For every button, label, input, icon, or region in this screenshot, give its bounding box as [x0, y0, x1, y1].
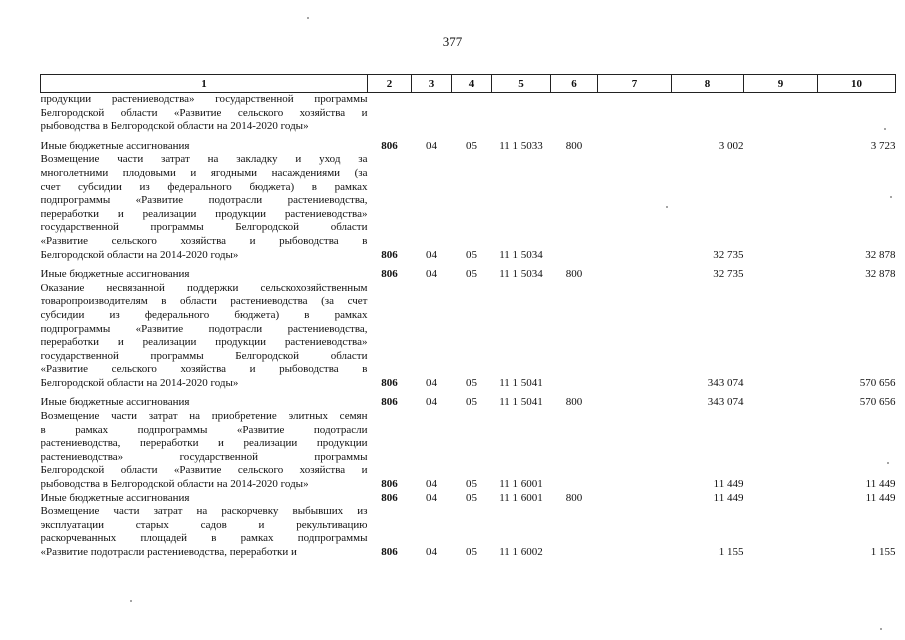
description-line: Белгородской области на 2014-2020 годы»	[40, 248, 239, 261]
cell-col-5: 11 1 5041	[499, 376, 543, 389]
cell-col-7	[598, 153, 672, 262]
cell-col-8: 343 074	[707, 396, 744, 409]
cell-col-3: 04	[426, 268, 437, 281]
description-line: Возмещение части затрат на закладку и уход за	[40, 153, 368, 166]
cell-col-4: 05	[466, 268, 477, 281]
cell-col-6	[551, 410, 598, 492]
cell-col-10: 570 656	[859, 396, 896, 409]
row-description	[41, 153, 368, 262]
description-line: эксплуатации старых садов и рекультивацию	[40, 518, 368, 531]
cell-col-8: 1 155	[718, 546, 744, 558]
cell-col-3: 04	[426, 478, 437, 491]
description-line: рыбоводства в Белгородской области на 2014-2020 годы»	[40, 478, 309, 491]
cell-col-10: 570 656	[859, 376, 896, 389]
table-row	[41, 140, 896, 154]
cell-col-6: 800	[565, 139, 583, 152]
cell-col-5	[492, 93, 551, 134]
row-description	[41, 268, 368, 282]
cell-col-9	[744, 153, 818, 262]
scan-speck	[890, 196, 892, 198]
scan-speck	[884, 128, 886, 130]
table-row	[41, 396, 896, 410]
column-header-5: 5	[492, 75, 551, 93]
column-header-9: 9	[744, 75, 818, 93]
description-line: субсидии из федерального бюджета) в рамках	[40, 308, 368, 321]
cell-col-7	[598, 396, 672, 410]
cell-col-8: 32 735	[713, 248, 744, 261]
row-description	[41, 282, 368, 391]
table-row	[41, 93, 896, 134]
description-line: переработки и реализации продукции растениеводства»	[40, 207, 368, 220]
description-line: Иные бюджетные ассигнования	[40, 491, 190, 504]
description-line: Белгородской области «Развитие сельского хозяйства и	[40, 464, 368, 477]
description-line: многолетними плодовыми и ягодными насаждениями (за	[40, 166, 368, 179]
cell-col-7	[598, 410, 672, 492]
cell-col-4: 05	[466, 491, 477, 504]
cell-col-5: 11 1 5041	[499, 396, 543, 409]
cell-col-7	[598, 93, 672, 134]
description-line: Возмещение части затрат на раскорчевку выбывших из	[40, 505, 368, 518]
cell-col-6: 800	[565, 268, 583, 281]
cell-col-3: 04	[426, 546, 437, 558]
cell-col-3: 04	[426, 139, 437, 152]
description-line: растениеводства» государственной программы	[40, 450, 368, 463]
row-description	[41, 492, 368, 506]
header-row	[41, 75, 896, 93]
description-line: растениеводства, переработки и реализации продукции	[40, 437, 368, 450]
cell-col-9	[744, 492, 818, 506]
description-line: счет субсидии из федерального бюджета) в рамках	[40, 180, 368, 193]
row-description	[41, 410, 368, 492]
cell-col-10: 32 878	[865, 268, 896, 281]
cell-col-6	[551, 93, 598, 134]
cell-col-3: 04	[426, 491, 437, 504]
cell-col-9	[744, 140, 818, 154]
row-description	[41, 93, 368, 134]
cell-col-10: 1 155	[870, 546, 896, 558]
cell-col-10: 32 878	[865, 248, 896, 261]
cell-col-5: 11 1 5034	[499, 248, 543, 261]
cell-col-10: 11 449	[865, 491, 896, 504]
column-header-8: 8	[672, 75, 744, 93]
cell-col-6	[551, 282, 598, 391]
table-row	[41, 153, 896, 262]
cell-col-4: 05	[466, 139, 477, 152]
description-line: «Развитие подотрасли растениеводства, переработки и	[40, 546, 297, 558]
description-line: продукции растениеводства» государственной программы	[40, 93, 368, 105]
cell-col-3	[412, 93, 452, 134]
cell-col-2: 806	[381, 478, 398, 491]
column-header-6: 6	[551, 75, 598, 93]
cell-col-7	[598, 505, 672, 559]
table-row	[41, 282, 896, 391]
column-header-1: 1	[41, 75, 368, 93]
cell-col-4: 05	[466, 396, 477, 409]
description-line: Белгородской области «Развитие сельского хозяйства и	[40, 106, 368, 119]
table-row	[41, 410, 896, 492]
cell-col-5: 11 1 5034	[499, 268, 543, 281]
cell-col-9	[744, 505, 818, 559]
scan-speck	[880, 628, 882, 630]
description-line: Иные бюджетные ассигнования	[40, 139, 190, 152]
column-header-10: 10	[818, 75, 896, 93]
page-number: 377	[442, 34, 463, 49]
cell-col-3: 04	[426, 396, 437, 409]
description-line: Оказание несвязанной поддержки сельскохозяйственным	[40, 281, 368, 294]
cell-col-9	[744, 268, 818, 282]
table-row	[41, 505, 896, 559]
row-description	[41, 140, 368, 154]
cell-col-2: 806	[381, 248, 398, 261]
column-header-4: 4	[452, 75, 492, 93]
description-line: Иные бюджетные ассигнования	[40, 268, 190, 281]
cell-col-8	[672, 93, 744, 134]
description-line: Белгородской области на 2014-2020 годы»	[40, 376, 239, 389]
cell-col-5: 11 1 6001	[499, 478, 543, 491]
description-line: подпрограммы «Развитие подотрасли растениеводства,	[40, 322, 368, 335]
description-line: государственной программы Белгородской области	[40, 221, 368, 234]
column-header-2: 2	[368, 75, 412, 93]
scan-speck	[307, 17, 309, 19]
cell-col-6	[551, 153, 598, 262]
cell-col-2: 806	[381, 396, 398, 409]
column-header-7: 7	[598, 75, 672, 93]
cell-col-10: 11 449	[865, 478, 896, 491]
cell-col-9	[744, 93, 818, 134]
cell-col-8: 11 449	[713, 491, 744, 504]
cell-col-7	[598, 140, 672, 154]
table-row	[41, 492, 896, 506]
cell-col-2: 806	[381, 139, 398, 152]
cell-col-9	[744, 282, 818, 391]
cell-col-7	[598, 282, 672, 391]
description-line: переработки и реализации продукции растениеводства»	[40, 336, 368, 349]
cell-col-3: 04	[426, 248, 437, 261]
row-description	[41, 396, 368, 410]
cell-col-2: 806	[381, 546, 398, 558]
cell-col-6: 800	[565, 396, 583, 409]
table-row	[41, 268, 896, 282]
description-line: Возмещение части затрат на приобретение элитных семян	[40, 410, 368, 423]
cell-col-2	[368, 93, 412, 134]
cell-col-6	[551, 505, 598, 559]
description-line: «Развитие сельского хозяйства и рыбоводства в	[40, 234, 368, 247]
budget-table	[40, 74, 896, 560]
cell-col-8: 343 074	[707, 376, 744, 389]
cell-col-5: 11 1 6001	[499, 491, 543, 504]
column-header-3: 3	[412, 75, 452, 93]
description-line: раскорчеванных площадей в рамках подпрограммы	[40, 532, 368, 545]
cell-col-2: 806	[381, 491, 398, 504]
description-line: подпрограммы «Развитие подотрасли растениеводства,	[40, 194, 368, 207]
cell-col-8: 32 735	[713, 268, 744, 281]
cell-col-5: 11 1 6002	[499, 546, 543, 558]
row-description	[41, 505, 368, 559]
scan-speck	[666, 206, 668, 208]
description-line: «Развитие сельского хозяйства и рыбоводства в	[40, 363, 368, 376]
cell-col-7	[598, 492, 672, 506]
cell-col-4	[452, 93, 492, 134]
description-line: Иные бюджетные ассигнования	[40, 396, 190, 409]
cell-col-4: 05	[466, 248, 477, 261]
description-line: рыбоводства в Белгородской области на 2014-2020 годы»	[40, 120, 309, 133]
description-line: в рамках подпрограммы «Развитие подотрасли	[40, 423, 368, 436]
cell-col-9	[744, 410, 818, 492]
description-line: товаропроизводителям в области растениеводства (за счет	[40, 295, 368, 308]
cell-col-3: 04	[426, 376, 437, 389]
cell-col-4: 05	[466, 478, 477, 491]
cell-col-9	[744, 396, 818, 410]
cell-col-2: 806	[381, 268, 398, 281]
description-line: государственной программы Белгородской области	[40, 349, 368, 362]
cell-col-5: 11 1 5033	[499, 139, 543, 152]
cell-col-8: 11 449	[713, 478, 744, 491]
cell-col-4: 05	[466, 546, 477, 558]
cell-col-10: 3 723	[870, 139, 896, 152]
table-body	[41, 93, 896, 560]
cell-col-4: 05	[466, 376, 477, 389]
cell-col-7	[598, 268, 672, 282]
scan-speck	[130, 600, 132, 602]
cell-col-8: 3 002	[718, 139, 744, 152]
cell-col-2: 806	[381, 376, 398, 389]
scan-speck	[887, 462, 889, 464]
cell-col-6: 800	[565, 491, 583, 504]
